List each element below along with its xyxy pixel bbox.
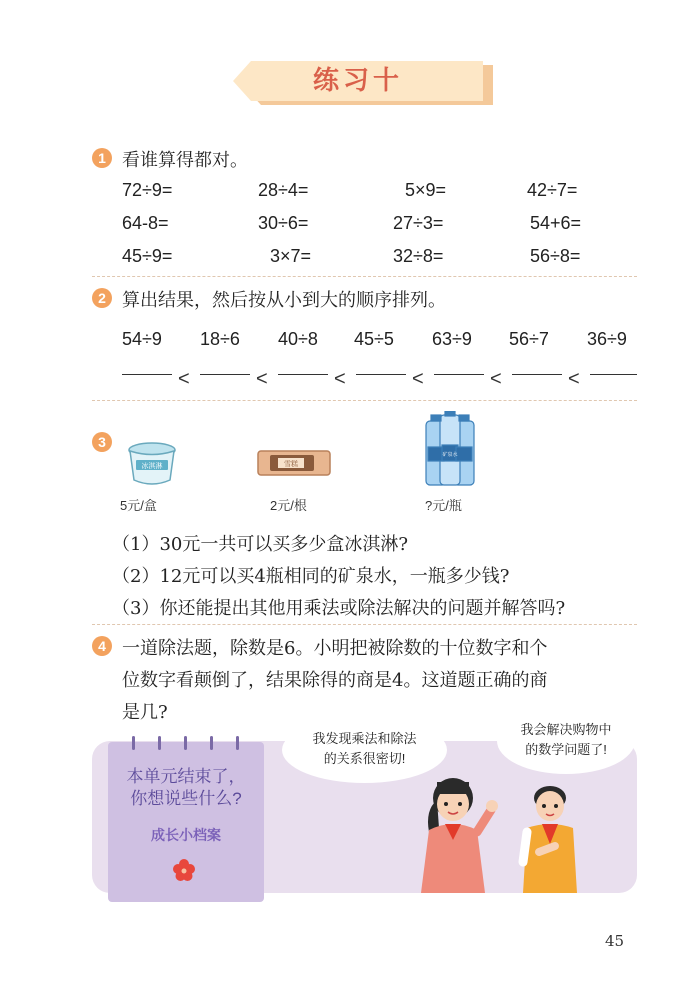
equation: 42÷7=: [527, 180, 578, 200]
sub-question-2: （2）12元可以买4瓶相同的矿泉水，一瓶多少钱?: [112, 566, 510, 587]
notebook-question-line: 本单元结束了，: [126, 767, 246, 786]
sub-question-1: （1）30元一共可以买多少盒冰淇淋?: [112, 534, 409, 555]
equation: 3×7=: [270, 246, 312, 266]
less-than-sign: <: [490, 368, 502, 390]
ice-bar-icon: [256, 449, 332, 477]
expression: 63÷9: [432, 329, 472, 349]
page-title: 练习十: [312, 66, 403, 96]
less-than-sign: <: [568, 368, 580, 390]
equation: 56÷8=: [530, 246, 581, 266]
expression: 18÷6: [200, 329, 240, 349]
question-3-number: 3: [92, 432, 112, 452]
expression: 45÷5: [354, 329, 394, 349]
expression: 54÷9: [122, 329, 162, 349]
water-price: ?元/瓶: [425, 498, 462, 513]
question-2-prompt: 算出结果，然后按从小到大的顺序排列。: [122, 290, 446, 311]
ice-cream-price: 5元/盒: [120, 498, 157, 513]
answer-blank[interactable]: [278, 374, 328, 375]
ice-bar-price: 2元/根: [270, 498, 307, 513]
section-divider: [92, 400, 637, 401]
expression: 40÷8: [278, 329, 318, 349]
notebook-ring: [158, 736, 161, 750]
answer-blank[interactable]: [434, 374, 484, 375]
equation: 28÷4=: [258, 180, 309, 200]
girl-illustration: [415, 770, 500, 893]
notebook-question-line: 你想说些什么?: [130, 789, 242, 808]
bubble-line: 我发现乘法和除法: [312, 731, 417, 746]
equation: 32÷8=: [393, 246, 444, 266]
ice-cream-label: 冰淇淋: [141, 462, 163, 470]
growth-archive-label: 成长小档案: [151, 827, 221, 843]
equation: 5×9=: [405, 180, 447, 200]
boy-speech-bubble: [497, 708, 635, 774]
question-1-number: 1: [92, 148, 112, 168]
question-4-number: 4: [92, 636, 112, 656]
expression: 36÷9: [587, 329, 627, 349]
answer-blank[interactable]: [200, 374, 250, 375]
sub-question-3: （3）你还能提出其他用乘法或除法解决的问题并解答吗?: [112, 598, 566, 619]
less-than-sign: <: [334, 368, 346, 390]
equation: 72÷9=: [122, 180, 173, 200]
page-number: 45: [605, 932, 625, 950]
notebook-ring: [184, 736, 187, 750]
answer-blank[interactable]: [512, 374, 562, 375]
bubble-line: 的数学问题了!: [525, 742, 607, 757]
question-4-line: 位数字看颠倒了，结果除得的商是4。这道题正确的商: [122, 670, 548, 691]
ice-cream-tub-icon: [127, 442, 177, 486]
water-label: 矿泉水: [442, 452, 458, 458]
answer-blank[interactable]: [590, 374, 637, 375]
notebook-question: [108, 766, 264, 810]
bubble-line: 我会解决购物中: [520, 722, 612, 737]
bubble-line: 的关系很密切!: [323, 751, 406, 766]
question-2-number: 2: [92, 288, 112, 308]
equation: 64-8=: [122, 213, 169, 233]
notebook-ring: [132, 736, 135, 750]
notebook-ring: [210, 736, 213, 750]
equation: 54+6=: [530, 213, 582, 233]
question-1-prompt: 看谁算得都对。: [122, 150, 248, 171]
ice-bar-label: 雪糕: [284, 460, 298, 468]
section-divider: [92, 276, 637, 277]
equation: 30÷6=: [258, 213, 309, 233]
less-than-sign: <: [256, 368, 268, 390]
less-than-sign: <: [178, 368, 190, 390]
title-banner: [233, 61, 493, 105]
notebook-ring: [236, 736, 239, 750]
question-4-line: 一道除法题，除数是6。小明把被除数的十位数字和个: [122, 638, 548, 659]
section-divider: [92, 624, 637, 625]
less-than-sign: <: [412, 368, 424, 390]
equation: 27÷3=: [393, 213, 444, 233]
water-bottles-icon: [420, 411, 480, 489]
answer-blank[interactable]: [356, 374, 406, 375]
boy-illustration: [515, 782, 585, 893]
expression: 56÷7: [509, 329, 549, 349]
question-4-line: 是几?: [122, 702, 168, 723]
answer-blank[interactable]: [122, 374, 172, 375]
equation: 45÷9=: [122, 246, 173, 266]
flower-icon: [172, 858, 196, 882]
